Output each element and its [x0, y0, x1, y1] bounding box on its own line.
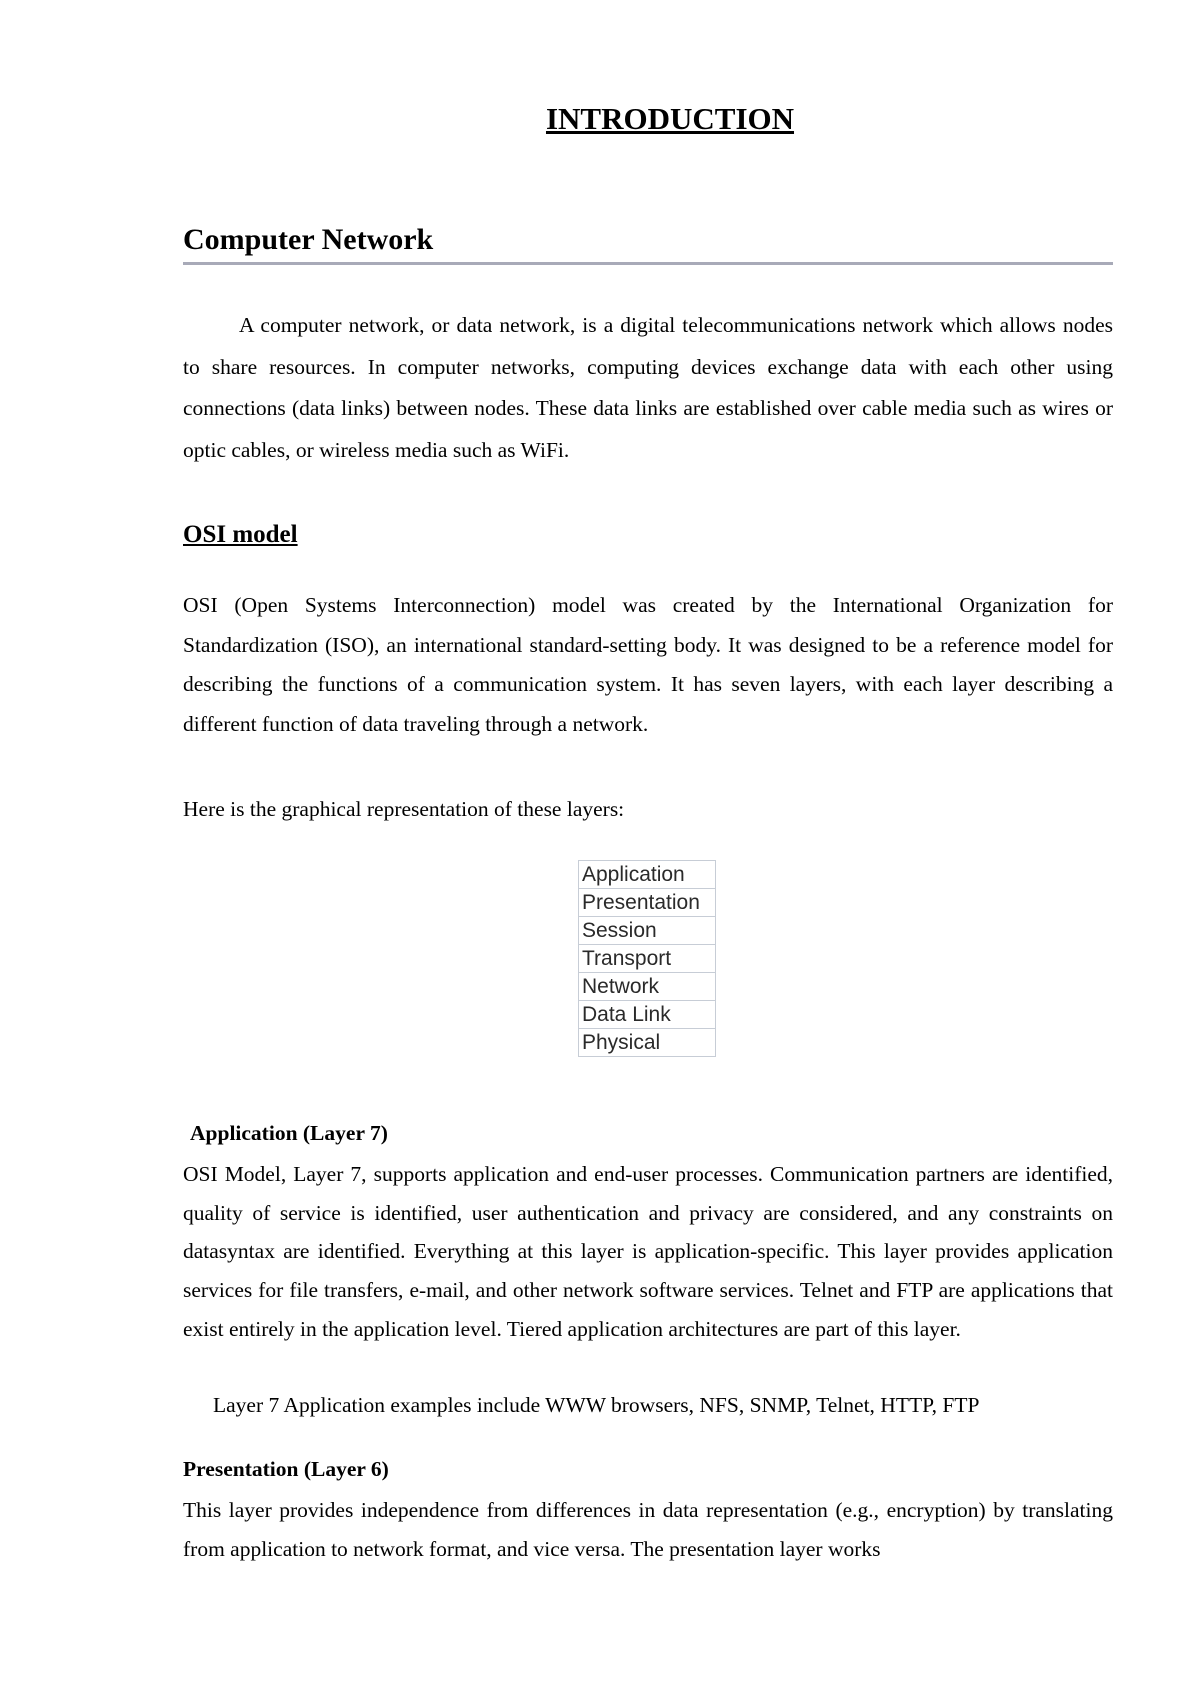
computer-network-heading: Computer Network — [183, 222, 1113, 265]
table-row — [579, 945, 716, 973]
computer-network-paragraph: A computer network, or data network, is a digital telecommunications network which allows nodes to share resources. In computer networks, computing devices exchange data with each other using connections (data links) between nodes. These data links are established over cable media such as wires or optic cables, or wireless media such as WiFi. — [183, 313, 1113, 462]
application-layer-paragraph: OSI Model, Layer 7, supports application and end-user processes. Communication partners are identified, quality of service is identified, user authentication and privacy are considered, and any constraints on datasyntax are identified. Everything at this layer is application-specific. This layer provides application services for file transfers, e-mail, and other network software services. Telnet and FTP are applications that exist entirely in the application level. Tiered application architectures are part of this layer. — [183, 1162, 1113, 1341]
layer-cell-application: Application — [579, 861, 716, 889]
application-layer-heading: Application (Layer 7) — [190, 1121, 388, 1145]
layer-cell-data-link: Data Link — [579, 1001, 716, 1029]
table-row — [579, 973, 716, 1001]
osi-model-heading: OSI model — [183, 521, 298, 548]
presentation-layer-heading: Presentation (Layer 6) — [183, 1457, 389, 1481]
layer-cell-session: Session — [579, 917, 716, 945]
application-examples-text: Layer 7 Application examples include WWW browsers, NFS, SNMP, Telnet, HTTP, FTP — [213, 1393, 980, 1417]
page-title: INTRODUCTION — [545, 101, 795, 136]
graph-intro-text: Here is the graphical representation of these layers: — [183, 797, 625, 821]
table-row — [579, 1029, 716, 1057]
table-row — [579, 1001, 716, 1029]
layer-cell-physical: Physical — [579, 1029, 716, 1057]
table-row — [579, 889, 716, 917]
table-row — [579, 861, 716, 889]
osi-layers-table — [578, 860, 716, 1057]
presentation-layer-paragraph: This layer provides independence from differences in data representation (e.g., encryption) by translating from application to network format, and vice versa. The presentation layer works — [183, 1498, 1113, 1561]
osi-model-paragraph: OSI (Open Systems Interconnection) model was created by the International Organization for Standardization (ISO), an international standard-setting body. It was designed to be a reference model for describing the functions of a communication system. It has seven layers, with each layer describing a different function of data traveling through a network. — [183, 593, 1113, 736]
layer-cell-transport: Transport — [579, 945, 716, 973]
layer-cell-presentation: Presentation — [579, 889, 716, 917]
table-row — [579, 917, 716, 945]
layer-cell-network: Network — [579, 973, 716, 1001]
